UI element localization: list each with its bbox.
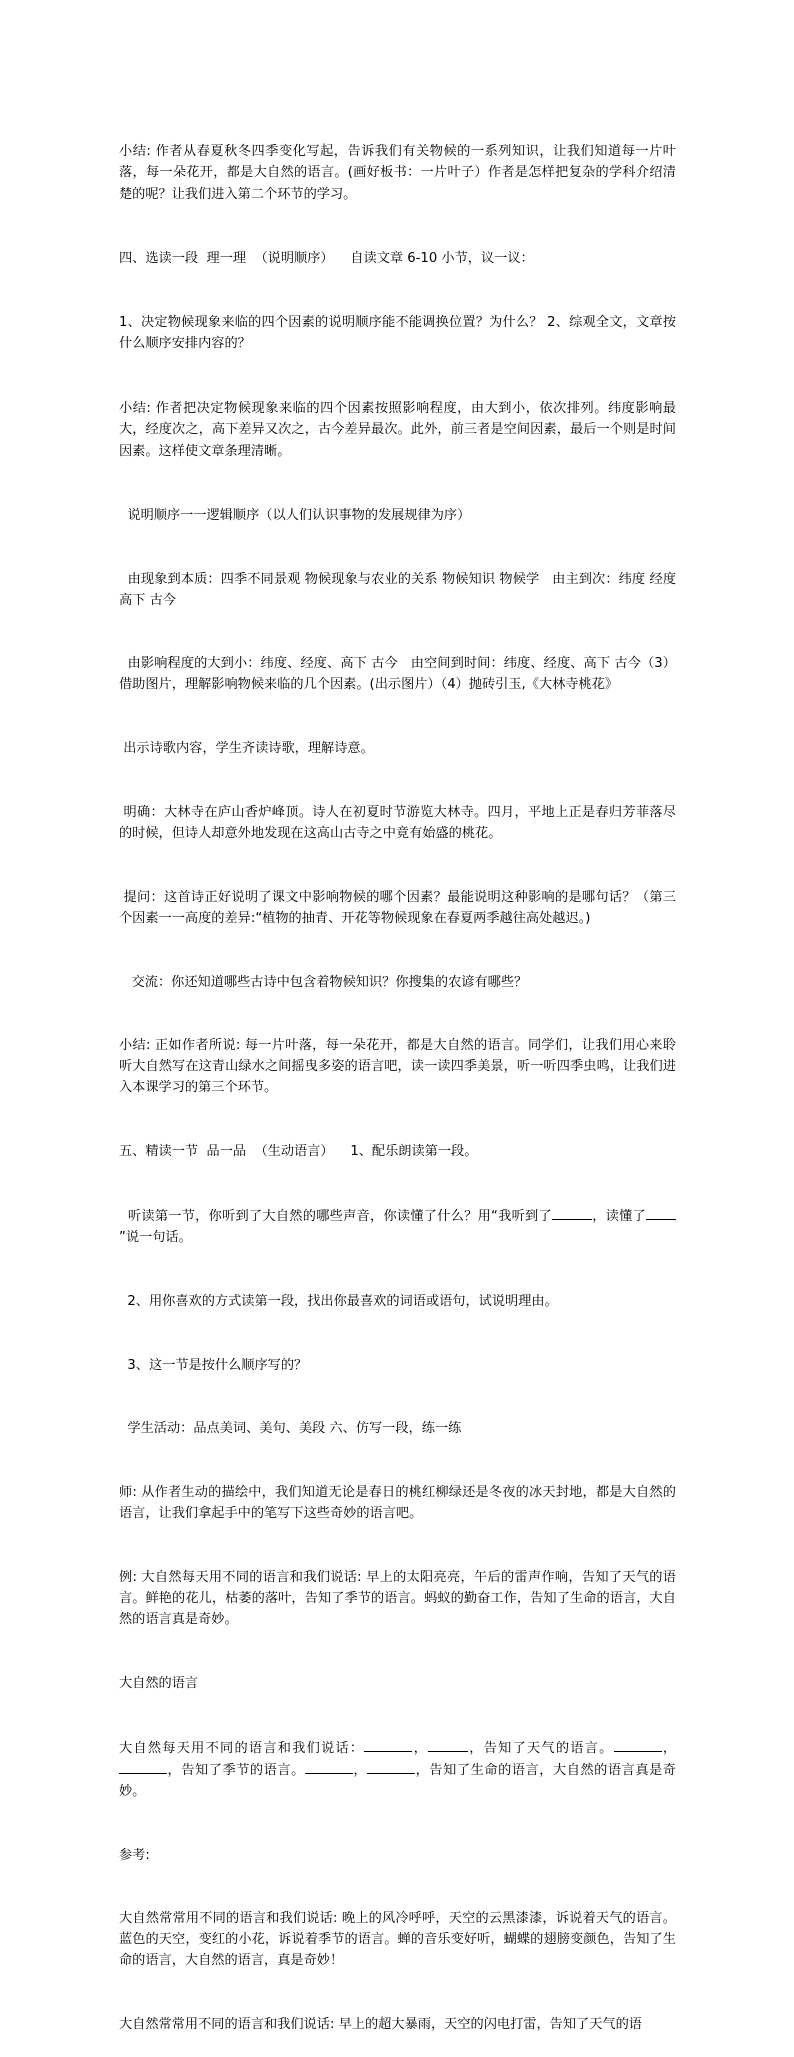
listening-task: 听读第一节，你听到了大自然的哪些声音，你读懂了什么？用“我听到了 ，读懂了”说一句话。 xyxy=(119,1205,676,1248)
task-2: 2、用你喜欢的方式读第一段，找出你最喜欢的词语或语句，试说明理由。 xyxy=(119,1293,558,1309)
blank-line[interactable] xyxy=(119,1759,167,1774)
blank-line[interactable] xyxy=(614,1737,662,1752)
explanation-order: 说明顺序一一逻辑顺序（以人们认识事物的发展规律为序） xyxy=(119,507,471,523)
blank-line[interactable] xyxy=(552,1205,592,1220)
discussion-questions: 1、决定物候现象来临的四个因素的说明顺序能不能调换位置？为什么？ 2、综观全文，文章按什么顺序安排内容的？ xyxy=(119,315,676,352)
task-3: 3、这一节是按什么顺序写的？ xyxy=(119,1357,308,1373)
blank-line[interactable] xyxy=(367,1759,415,1774)
teacher-paragraph: 师: 从作者生动的描绘中，我们知道无论是春日的桃红柳绿还是冬夜的冰天封地，都是大自然的语言，让我们拿起手中的笔写下这些奇妙的语言吧。 xyxy=(119,1485,676,1522)
exchange: 交流：你还知道哪些古诗中包含着物候知识？你搜集的农谚有哪些？ xyxy=(119,974,528,990)
student-activity: 学生活动：品点美词、美句、美段 六、仿写一段，练一练 xyxy=(119,1421,462,1437)
section-four-heading: 四、选读一段 理一理 （说明顺序） 自读文章 6-10 小节，议一议： xyxy=(119,250,534,266)
document-page xyxy=(119,98,681,2057)
reference-label: 参考: xyxy=(119,1847,150,1863)
fill-in-exercise: 大自然每天用不同的语言和我们说话： ， ，告知了天气的语言。 ，，告知了季节的语言。 ， ，告知了生命的语言，大自然的语言真是奇妙。 xyxy=(119,1737,676,1802)
summary-paragraph-3: 小结: 正如作者所说: 每一片叶落，每一朵花开，都是大自然的语言。同学们，让我们用心来聆听大自然写在这青山绿水之间摇曳多姿的语言吧，读一读四季美景，听一听四季虫鸣，让我们进入本课学习的第三个环节。 xyxy=(119,1038,676,1096)
summary-paragraph-1: 小结: 作者从春夏秋冬四季变化写起，告诉我们有关物候的一系列知识，让我们知道每一片叶落，每一朵花开，都是大自然的语言。(画好板书：一片叶子）作者是怎样把复杂的学科介绍清楚的呢？让我们进入第二个环节的学习。 xyxy=(119,143,676,202)
blank-line[interactable] xyxy=(364,1737,412,1752)
question-poem: 提问：这首诗正好说明了课文中影响物候的哪个因素？最能说明这种影响的是哪句话？（第三个因素一一高度的差异:“植物的抽青、开花等物候现象在春夏两季越往高处越迟。) xyxy=(119,889,676,926)
reference-example-1: 大自然常常用不同的语言和我们说话: 晚上的风冷呼呼，天空的云黑漆漆，诉说着天气的语言。蓝色的天空，变红的小花，诉说着季节的语言。蝉的音乐变好听，蝴蝶的翅膀变颜色，告知了生命的语言，大自然的语言，真是奇妙！ xyxy=(119,1911,676,1969)
blank-line[interactable] xyxy=(305,1759,353,1774)
reference-example-2: 大自然常常用不同的语言和我们说话: 早上的超大暴雨，天空的闪电打雷，告知了天气的语 xyxy=(119,2017,642,2033)
exercise-title: 大自然的语言 xyxy=(119,1675,199,1691)
blank-line[interactable] xyxy=(646,1205,676,1220)
section-five-heading: 五、精读一节 品一品 （生动语言） 1、配乐朗读第一段。 xyxy=(119,1144,478,1160)
influence-order: 由影响程度的大到小：纬度、经度、高下 古今 由空间到时间：纬度、经度、高下 古今（3）借助图片，理解影响物候来临的几个因素。(出示图片）（4）抛砖引玉,《大林寺桃花》 xyxy=(119,656,676,693)
summary-paragraph-2: 小结: 作者把决定物候现象来临的四个因素按照影响程度，由大到小，依次排列。纬度影响最大，经度次之，高下差异又次之，古今差异最次。此外，前三者是空间因素，最后一个则是时间因素。这样使文章条理清晰。 xyxy=(119,400,676,459)
phenomenon-to-essence: 由现象到本质：四季不同景观 物候现象与农业的关系 物候知识 物候学 由主到次：纬度 经度 高下 古今 xyxy=(119,571,681,608)
example-paragraph: 例: 大自然每天用不同的语言和我们说话: 早上的太阳亮亮，午后的雷声作响，告知了天气的语言。鲜艳的花儿，枯萎的落叶，告知了季节的语言。蚂蚁的勤奋工作，告知了生命的语言，大自然的语言真是奇妙。 xyxy=(119,1570,676,1628)
blank-line[interactable] xyxy=(428,1737,468,1752)
clarification: 明确：大林寺在庐山香炉峰顶。诗人在初夏时节游览大林寺。四月，平地上正是春归芳菲落尽的时候，但诗人却意外地发现在这高山古寺之中竟有始盛的桃花。 xyxy=(119,804,676,841)
poem-display: 出示诗歌内容，学生齐读诗歌，理解诗意。 xyxy=(119,741,374,757)
